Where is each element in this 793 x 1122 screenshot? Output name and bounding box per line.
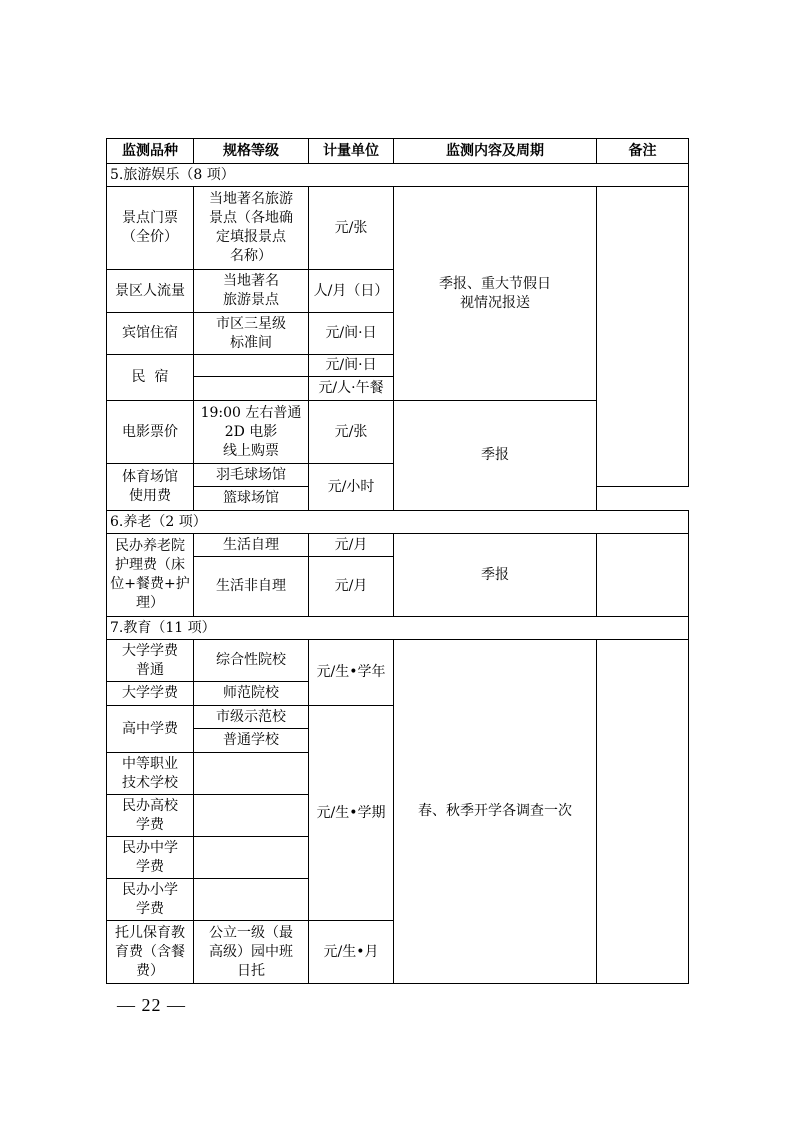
spec-cell <box>194 355 309 377</box>
unit-cell: 元/张 <box>309 401 394 464</box>
spec-cell: 篮球场馆 <box>194 487 309 511</box>
spec-cell <box>194 313 309 355</box>
unit-cell: 元/张 <box>309 187 394 270</box>
unit-cell: 元/间·日 <box>309 355 394 377</box>
table-row <box>107 187 689 270</box>
unit-cell: 元/月 <box>309 534 394 557</box>
item-text: 体育场馆 使用费 <box>122 469 178 504</box>
remark-cell <box>597 640 689 984</box>
spec-cell: 综合性院校 <box>194 640 309 682</box>
unit-cell: 元/间·日 <box>309 313 394 355</box>
spec-text: 市区三星级 标准间 <box>216 315 286 351</box>
content-cell <box>394 187 597 401</box>
spec-text: 公立一级（最 高级）园中班 日托 <box>209 924 293 979</box>
item-text: 民办小学 学费 <box>122 881 178 917</box>
content-cell: 春、秋季开学各调查一次 <box>394 640 597 984</box>
header-item: 监测品种 <box>107 139 194 164</box>
item-cell: 景区人流量 <box>107 270 194 313</box>
section-title-pension: 6.养老（2 项） <box>107 511 689 534</box>
remark-cell <box>597 187 689 487</box>
header-content: 监测内容及周期 <box>394 139 597 164</box>
spec-text: 当地著名 旅游景点 <box>223 273 279 308</box>
spec-cell <box>194 795 309 837</box>
section-row <box>107 511 689 534</box>
spec-cell: 师范院校 <box>194 682 309 706</box>
spec-cell: 生活非自理 <box>194 557 309 617</box>
spec-cell <box>194 401 309 464</box>
spec-cell <box>194 187 309 270</box>
content-cell: 季报 <box>394 534 597 617</box>
item-text: 民办中学 学费 <box>122 839 178 875</box>
unit-cell: 元/生•学年 <box>309 640 394 706</box>
item-cell <box>107 795 194 837</box>
item-text: 大学学费 普通 <box>122 642 178 678</box>
unit-cell: 元/生•学期 <box>309 706 394 921</box>
spec-cell <box>194 377 309 401</box>
item-cell: 宾馆住宿 <box>107 313 194 355</box>
unit-cell: 元/小时 <box>309 464 394 511</box>
remark-cell <box>597 534 689 617</box>
unit-cell: 元/生•月 <box>309 921 394 984</box>
spec-cell <box>194 879 309 921</box>
spec-cell <box>194 837 309 879</box>
table-row <box>107 534 689 557</box>
item-cell <box>107 837 194 879</box>
spec-text: 19:00 左右普通 2D 电影 线上购票 <box>200 404 302 459</box>
section-title-tourism: 5.旅游娱乐（8 项） <box>107 164 689 187</box>
table-row <box>107 640 689 682</box>
spec-cell <box>194 270 309 313</box>
item-text: 民办高校 学费 <box>122 797 178 833</box>
unit-cell: 元/人·午餐 <box>309 377 394 401</box>
spec-cell: 市级示范校 <box>194 706 309 729</box>
item-cell <box>107 921 194 984</box>
item-text: 民办养老院 护理费（床 位+餐费+护 理） <box>110 538 190 611</box>
table-header-row <box>107 139 689 164</box>
item-cell <box>107 753 194 795</box>
item-cell: 大学学费 <box>107 682 194 706</box>
item-text: 中等职业 技术学校 <box>122 755 178 791</box>
section-row <box>107 617 689 640</box>
item-cell <box>107 187 194 270</box>
header-unit: 计量单位 <box>309 139 394 164</box>
item-cell <box>107 464 194 511</box>
item-cell <box>107 879 194 921</box>
spec-cell: 羽毛球场馆 <box>194 464 309 487</box>
price-monitoring-table <box>106 138 689 984</box>
header-spec: 规格等级 <box>194 139 309 164</box>
item-cell <box>107 640 194 682</box>
item-cell: 民 宿 <box>107 355 194 401</box>
page-number: — 22 — <box>117 995 186 1015</box>
section-title-education: 7.教育（11 项） <box>107 617 689 640</box>
item-cell: 高中学费 <box>107 706 194 753</box>
unit-cell: 人/月（日） <box>309 270 394 313</box>
spec-cell <box>194 753 309 795</box>
spec-text: 当地著名旅游 景点（各地确 定填报景点 名称） <box>209 191 293 264</box>
item-cell <box>107 534 194 617</box>
unit-cell: 元/月 <box>309 557 394 617</box>
content-cell: 季报 <box>394 401 597 511</box>
content-text: 季报、重大节假日 视情况报送 <box>439 275 551 311</box>
section-row <box>107 164 689 187</box>
spec-cell: 普通学校 <box>194 729 309 753</box>
spec-cell <box>194 921 309 984</box>
header-remark: 备注 <box>597 139 689 164</box>
item-cell: 电影票价 <box>107 401 194 464</box>
spec-cell: 生活自理 <box>194 534 309 557</box>
item-text: 景点门票 （全价） <box>122 210 178 245</box>
item-text: 托儿保育教 育费（含餐 费） <box>115 924 185 979</box>
